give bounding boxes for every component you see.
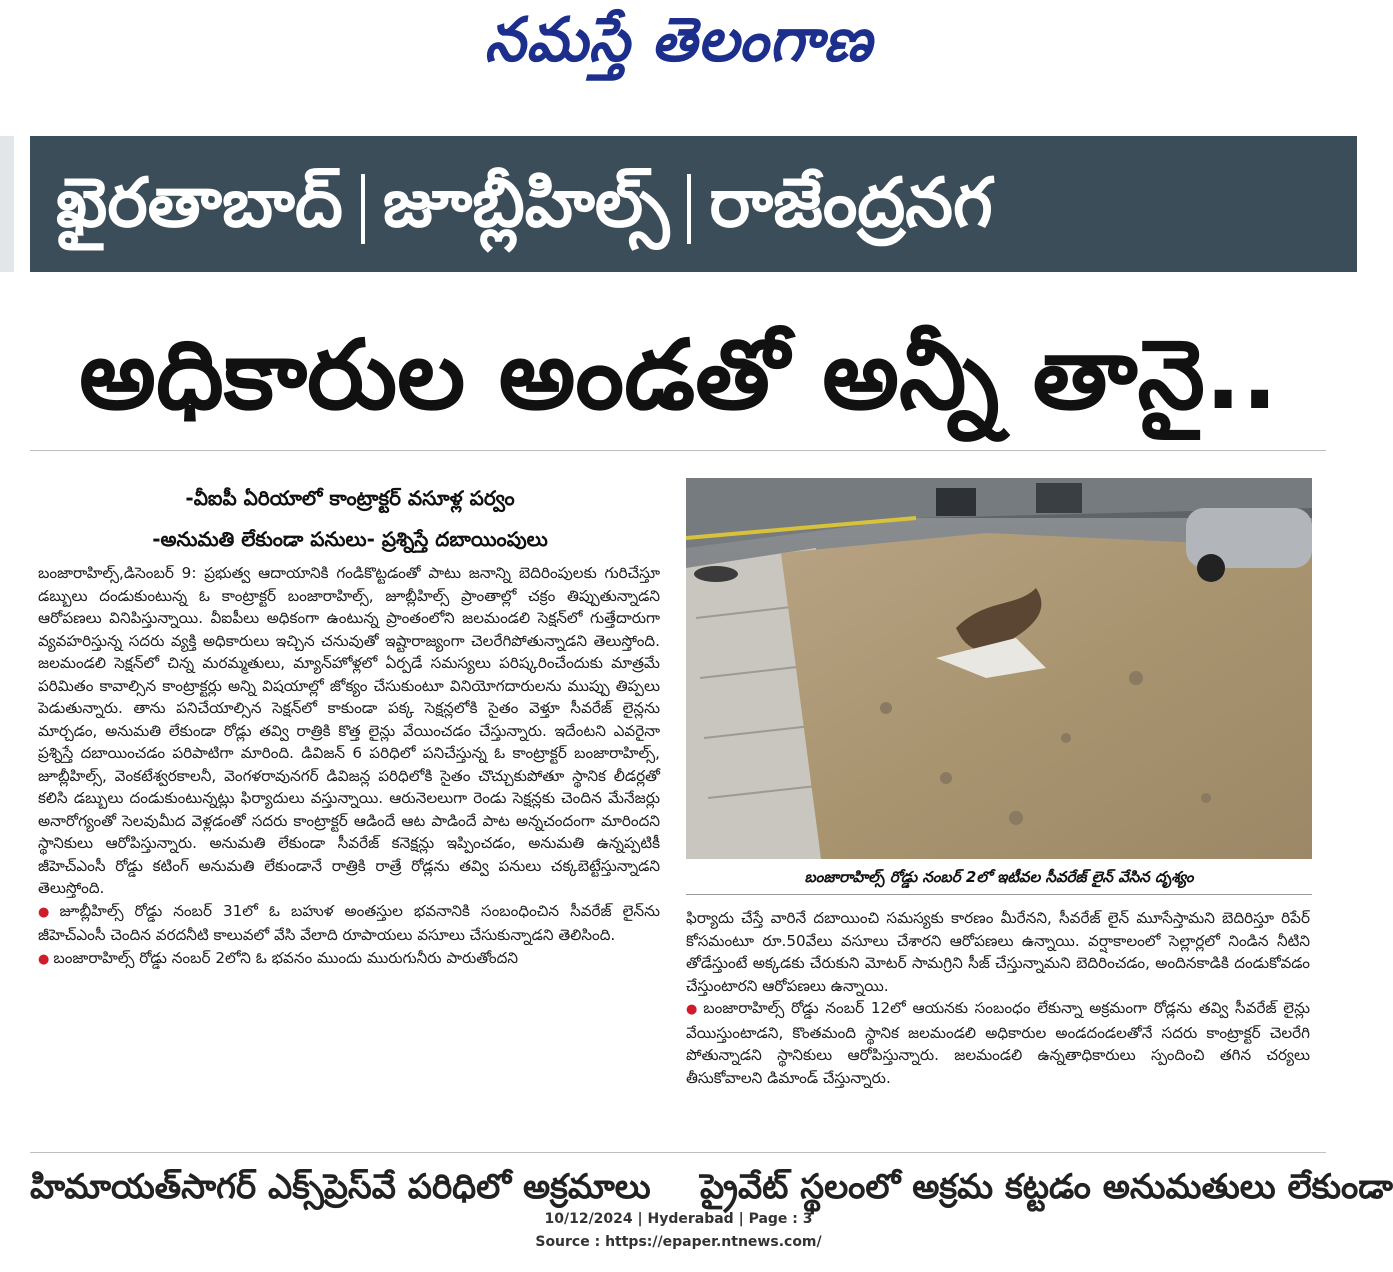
bottom-divider — [30, 1152, 1326, 1153]
caption-divider — [686, 894, 1312, 895]
banner-separator — [687, 174, 691, 244]
banner-item-rajendranagar: రాజేంద్రనగ — [709, 164, 993, 243]
article-bullet-paragraph: ● బంజారాహిల్స్ రోడ్డు నంబర్ 2లోని ఓ భవనం ముందు మురుగునీరు పారుతోందని — [38, 948, 518, 967]
article-column-left — [38, 562, 660, 1132]
filled-circle-icon: ● — [38, 904, 56, 920]
banner-item-jubileehills: జూబ్లీహిల్స్ — [382, 164, 670, 243]
main-headline: అధికారుల అండతో అన్నీ తానై.. — [79, 319, 1278, 431]
page-edge-strip — [0, 136, 14, 272]
next-article-headline-right: ప్రైవేట్ స్థలంలో అక్రమ కట్టడం అనుమతులు లేకుండా — [700, 1167, 1393, 1207]
masthead-logo: నమస్తే తెలంగాణ — [484, 3, 873, 76]
article-column-right — [686, 907, 1310, 1122]
article-paragraph: బంజారాహిల్స్,డిసెంబర్ 9: ప్రభుత్వ ఆదాయానికి గండికొట్టడంతో పాటు జనాన్ని బెదిరింపులకు గురిచేస్తూ డబ్బులు దండుకుంటున్న ఓ కాంట్రాక్టర్ బంజారాహిల్స్, జూబ్లీహిల్స్ ప్రాంతాల్లో చక్రం తిప్పుతున్నాడని ఆరోపణలు వినిపిస్తున్నాయి. వీఐపీలు అధికంగా ఉంటున్న ప్రాంతంలోని జలమండలి సెక్షన్‌లో గుత్తేదారుగా వ్యవహరిస్తున్న సదరు వ్యక్తి అధికారులు ఇచ్చిన చనువుతో ఇష్టారాజ్యంగా చెలరేగిపోతున్నాడని తెలుస్తోంది. జలమండలి సెక్షన్‌లో చిన్న మరమ్మతులు, మ్యాన్‌హోళ్లలో ఏర్పడే సమస్యలు పరిష్కరించేందుకు మాత్రమే పరిమితం కావాల్సిన కాంట్రాక్టర్లు అన్ని విషయాల్లో జోక్యం చేసుకుంటూ వినియోగదారులను ముప్పు తిప్పలు పెడుతున్నారు. తాను పనిచేయాల్సిన సెక్షన్‌లో కాకుండా పక్క సెక్షన్లలోకి సైతం వెళ్తూ సీవరేజ్ లైన్లను మార్చడం, అనుమతి లేకుండా రోడ్లు తవ్వి రాత్రికి కొత్త లైన్లు వేయించడం చేస్తున్నారు. ఇదేంటని ఎవరైనా ప్రశ్నిస్తే దబాయించడం పరిపాటిగా మారింది. డివిజన్ 6 పరిధిలో పనిచేస్తున్న ఓ కాంట్రాక్టర్ బంజారాహిల్స్, జూబ్లీహిల్స్, వెంకటేశ్వరకాలనీ, వెంగళరావునగర్ డివిజన్ల పరిధిలోకి సైతం చొచ్చుకుపోతూ స్థానిక లీడర్లతో కలిసి డబ్బులు దండుకుంటున్నట్లు ఫిర్యాదులు వస్తున్నాయి. ఆరునెలలుగా రెండు సెక్షన్లకు చెందిన మేనేజర్లు అనారోగ్యంతో సెలవుమీద వెళ్లడంతో సదరు కాంట్రాక్టర్ ఆడిందే ఆట పాడిందే పాట అన్నచందంగా మారిందని స్థానికులు ఆరోపిస్తున్నారు. అనుమతి లేకుండా సీవరేజ్ కనెక్షన్లు ఇప్పించడం, అనుమతి ఉన్నప్పటికీ జీహెచ్‌ఎంసీ రోడ్డు కటింగ్ అనుమతి లేకుండానే రాత్రికి రాత్రే రోడ్లను తవ్వి పనులు చక్కబెట్టేస్తున్నాడని తెలుస్తోంది. — [38, 564, 660, 897]
filled-circle-icon: ● — [38, 951, 50, 967]
article-photo — [686, 478, 1312, 859]
next-article-headline-left: హిమాయత్‌సాగర్ ఎక్స్‌ప్రెస్‌వే పరిధిలో అక్రమాలు — [30, 1167, 651, 1207]
article-bullet-paragraph: ● జూబ్లీహిల్స్ రోడ్డు నంబర్ 31లో ఓ బహుళ అంతస్తుల భవనానికి సంబంధించిన సీవరేజ్ లైన్‌ను జీహెచ్‌ఎంసీ చెందిన వరదనీటి కాలువలో వేసి వేలాది రూపాయలు వసూలు చేసుకున్నాడని తెలిసింది. — [38, 901, 660, 944]
article-bullet-paragraph: ● బంజారాహిల్స్ రోడ్డు నంబర్ 12లో ఆయనకు సంబంధం లేకున్నా అక్రమంగా రోడ్లను తవ్వి సీవరేజ్ లైన్లు వేయిస్తుంటాడని, కొంతమంది స్థానిక జలమండలి అధికారుల అండదండలతోనే సదరు కాంట్రాక్టర్ చెలరేగి పోతున్నాడని స్థానికులు ఆరోపిస్తున్నారు. జలమండలి ఉన్నతాధికారులు స్పందించి తగిన చర్యలు తీసుకోవాలని డిమాండ్ చేస్తున్నారు. — [686, 999, 1310, 1087]
footer-source: Source : https://epaper.ntnews.com/ — [535, 1234, 822, 1250]
filled-circle-icon: ● — [686, 1002, 700, 1017]
road-excavation-photo — [686, 478, 1312, 859]
subheadline-1: -వీఐపీ ఏరియాలో కాంట్రాక్టర్ వసూళ్ల పర్వం — [185, 486, 515, 510]
banner-separator — [361, 174, 365, 244]
headline-divider — [30, 450, 1326, 451]
article-paragraph: ఫిర్యాదు చేస్తే వారినే దబాయించి సమస్యకు కారణం మీరేనని, సీవరేజ్ లైన్ మూసేస్తామని బెదిరిస్తూ రిపేర్ కోసమంటూ రూ.50వేలు వసూలు చేశారని ఆరోపణలు ఉన్నాయి. వర్షాకాలంలో సెల్లార్లలో నిండిన నీటిని తోడేస్తుంటే అక్కడకు చేరుకుని మోటర్ సామగ్రిని సీజ్ చేస్తున్నామని బెదిరించడం, అందినకాడికి దండుకోవడం చేస్తుంటారని ఆరోపణలు ఉన్నాయి. — [686, 909, 1310, 995]
photo-caption: బంజారాహిల్స్ రోడ్డు నంబర్ 2లో ఇటీవల సీవరేజ్ లైన్ వేసిన దృశ్యం — [804, 868, 1194, 886]
footer-date-edition: 10/12/2024 | Hyderabad | Page : 3 — [544, 1211, 813, 1227]
subheadline-2: -అనుమతి లేకుండా పనులు- ప్రశ్నిస్తే దబాయింపులు — [152, 527, 548, 551]
banner-item-khairatabad: ఖైరతాబాద్ — [56, 164, 343, 243]
masthead — [0, 0, 1357, 92]
section-banner — [30, 136, 1357, 272]
